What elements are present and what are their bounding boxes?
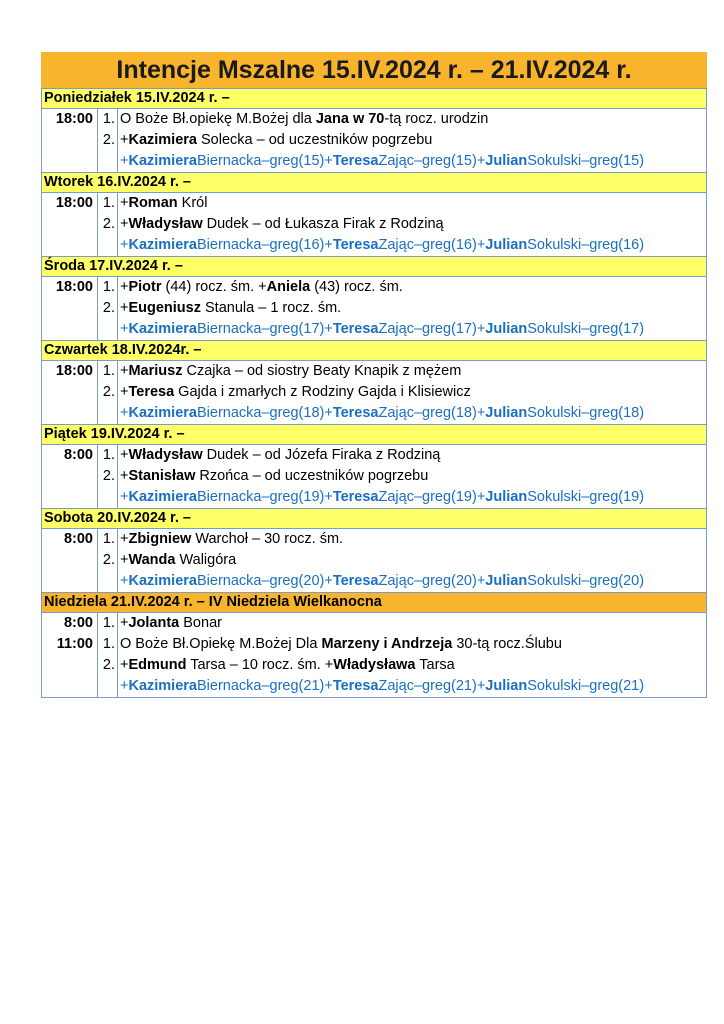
intention-text: [118, 214, 706, 235]
intention-number: 1.: [98, 193, 118, 214]
intention-number: 1.: [98, 361, 118, 382]
intentions-table: [42, 529, 706, 593]
text-fragment: Julian: [485, 489, 528, 505]
text-fragment: Zając–greg(21)+: [378, 678, 486, 694]
day-section: [41, 593, 707, 698]
intention-text: [118, 298, 706, 319]
mass-time: [42, 382, 98, 403]
text-fragment: Julian: [485, 573, 528, 589]
mass-time: [42, 130, 98, 151]
text-fragment: +: [120, 279, 129, 295]
text-fragment: +: [120, 153, 129, 169]
intention-text: [118, 277, 706, 298]
text-fragment: Zając–greg(18)+: [378, 405, 486, 421]
text-fragment: Edmund: [128, 657, 187, 673]
text-fragment: (43) rocz. śm.: [310, 279, 403, 295]
intention-number: [98, 571, 118, 592]
day-header: Wtorek 16.IV.2024 r. –: [42, 173, 706, 193]
text-fragment: +: [120, 573, 129, 589]
mass-intentions-sheet: [41, 52, 707, 698]
mass-time: 18:00: [42, 193, 98, 214]
text-fragment: Sokulski–greg(21): [527, 678, 645, 694]
text-fragment: Sokulski–greg(18): [527, 405, 645, 421]
text-fragment: +: [120, 552, 129, 568]
text-fragment: Waligóra: [175, 552, 237, 568]
text-fragment: Kazimiera: [128, 321, 197, 337]
text-fragment: Warchoł – 30 rocz. śm.: [191, 531, 344, 547]
intention-number: [98, 676, 118, 697]
intention-text: [118, 109, 706, 130]
intention-number: 2.: [98, 130, 118, 151]
text-fragment: +: [120, 195, 129, 211]
text-fragment: +: [120, 384, 129, 400]
text-fragment: Sokulski–greg(20): [527, 573, 645, 589]
day-header: Piątek 19.IV.2024 r. –: [42, 425, 706, 445]
text-fragment: 30-tą rocz.Ślubu: [452, 636, 562, 652]
text-fragment: O Boże Bł.opiekę M.Bożej dla: [120, 111, 316, 127]
intention-text: [118, 403, 706, 424]
intention-number: [98, 319, 118, 340]
text-fragment: Jolanta: [128, 615, 180, 631]
mass-time: [42, 487, 98, 508]
text-fragment: +: [120, 678, 129, 694]
intention-number: 2.: [98, 382, 118, 403]
mass-time: [42, 571, 98, 592]
text-fragment: Gajda i zmarłych z Rodziny Gajda i Klisiewicz: [174, 384, 471, 400]
intention-text: [118, 151, 706, 172]
text-fragment: Król: [177, 195, 208, 211]
intention-text: [118, 130, 706, 151]
text-fragment: Tarsa: [415, 657, 455, 673]
text-fragment: +: [120, 321, 129, 337]
text-fragment: Sokulski–greg(16): [527, 237, 645, 253]
intention-number: 2.: [98, 550, 118, 571]
text-fragment: Tarsa – 10 rocz. śm. +: [186, 657, 334, 673]
intention-text: [118, 655, 706, 676]
page-title: Intencje Mszalne 15.IV.2024 r. – 21.IV.2024 r.: [41, 52, 707, 89]
day-section: [41, 173, 707, 257]
intentions-table: [42, 445, 706, 509]
day-header: Poniedziałek 15.IV.2024 r. –: [42, 89, 706, 109]
intention-text: [118, 382, 706, 403]
mass-time: 18:00: [42, 109, 98, 130]
intention-number: [98, 151, 118, 172]
text-fragment: +: [120, 363, 129, 379]
text-fragment: Julian: [485, 237, 528, 253]
intention-number: [98, 487, 118, 508]
intention-number: 1.: [98, 613, 118, 634]
text-fragment: Teresa: [332, 153, 379, 169]
text-fragment: Stanisław: [128, 468, 196, 484]
intention-number: 2.: [98, 466, 118, 487]
text-fragment: Teresa: [332, 405, 379, 421]
text-fragment: Biernacka–greg(16)+: [196, 237, 333, 253]
text-fragment: Biernacka–greg(15)+: [196, 153, 333, 169]
intention-text: [118, 634, 706, 655]
text-fragment: Julian: [485, 678, 528, 694]
mass-time: [42, 466, 98, 487]
text-fragment: Kazimiera: [128, 573, 197, 589]
text-fragment: Zbigniew: [128, 531, 192, 547]
day-section: [41, 89, 707, 173]
text-fragment: Dudek – od Józefa Firaka z Rodziną: [202, 447, 441, 463]
text-fragment: Mariusz: [128, 363, 183, 379]
mass-time: [42, 151, 98, 172]
mass-time: [42, 214, 98, 235]
text-fragment: Zając–greg(15)+: [378, 153, 486, 169]
text-fragment: +: [120, 447, 129, 463]
text-fragment: Kazimiera: [128, 678, 197, 694]
text-fragment: +: [120, 132, 129, 148]
text-fragment: Rzońca – od uczestników pogrzebu: [195, 468, 429, 484]
text-fragment: Marzeny i Andrzeja: [321, 636, 453, 652]
intention-number: 2.: [98, 214, 118, 235]
text-fragment: Bonar: [179, 615, 222, 631]
text-fragment: Wanda: [128, 552, 176, 568]
text-fragment: +: [120, 300, 129, 316]
text-fragment: Biernacka–greg(21)+: [196, 678, 333, 694]
intention-number: [98, 235, 118, 256]
text-fragment: Kazimiera: [128, 132, 197, 148]
mass-time: [42, 319, 98, 340]
text-fragment: Czajka – od siostry Beaty Knapik z mężem: [182, 363, 462, 379]
text-fragment: Aniela: [266, 279, 311, 295]
text-fragment: Roman: [128, 195, 178, 211]
text-fragment: Sokulski–greg(19): [527, 489, 645, 505]
text-fragment: O Boże Bł.Opiekę M.Bożej Dla: [120, 636, 322, 652]
intention-text: [118, 529, 706, 550]
text-fragment: Julian: [485, 405, 528, 421]
intention-text: [118, 487, 706, 508]
text-fragment: Władysław: [128, 447, 203, 463]
text-fragment: Zając–greg(17)+: [378, 321, 486, 337]
text-fragment: +: [120, 531, 129, 547]
text-fragment: Biernacka–greg(20)+: [196, 573, 333, 589]
mass-time: [42, 298, 98, 319]
mass-time: [42, 676, 98, 697]
text-fragment: Teresa: [332, 489, 379, 505]
intention-text: [118, 613, 706, 634]
text-fragment: (44) rocz. śm. +: [161, 279, 267, 295]
day-header: Czwartek 18.IV.2024r. –: [42, 341, 706, 361]
mass-time: [42, 550, 98, 571]
intention-number: [98, 403, 118, 424]
day-header: Sobota 20.IV.2024 r. –: [42, 509, 706, 529]
intention-text: [118, 550, 706, 571]
intentions-table: [42, 277, 706, 341]
mass-time: 18:00: [42, 361, 98, 382]
mass-time: [42, 655, 98, 676]
intention-text: [118, 676, 706, 697]
text-fragment: Piotr: [128, 279, 162, 295]
intention-number: 1.: [98, 277, 118, 298]
text-fragment: Julian: [485, 321, 528, 337]
text-fragment: Solecka – od uczestników pogrzebu: [196, 132, 433, 148]
intention-text: [118, 193, 706, 214]
intention-text: [118, 445, 706, 466]
text-fragment: Teresa: [332, 678, 379, 694]
text-fragment: Biernacka–greg(18)+: [196, 405, 333, 421]
text-fragment: Kazimiera: [128, 153, 197, 169]
intention-number: 1.: [98, 529, 118, 550]
intention-number: 1.: [98, 109, 118, 130]
text-fragment: Kazimiera: [128, 237, 197, 253]
text-fragment: Stanula – 1 rocz. śm.: [200, 300, 342, 316]
mass-time: 11:00: [42, 634, 98, 655]
text-fragment: Eugeniusz: [128, 300, 201, 316]
mass-time: 18:00: [42, 277, 98, 298]
text-fragment: Kazimiera: [128, 405, 197, 421]
day-header: Środa 17.IV.2024 r. –: [42, 257, 706, 277]
text-fragment: Zając–greg(20)+: [378, 573, 486, 589]
intention-text: [118, 571, 706, 592]
mass-time: [42, 235, 98, 256]
text-fragment: Sokulski–greg(15): [527, 153, 645, 169]
text-fragment: Kazimiera: [128, 489, 197, 505]
text-fragment: Biernacka–greg(17)+: [196, 321, 333, 337]
intention-number: 2.: [98, 655, 118, 676]
intentions-table: [42, 193, 706, 257]
day-section: [41, 341, 707, 425]
text-fragment: Zając–greg(19)+: [378, 489, 486, 505]
text-fragment: Władysław: [128, 216, 203, 232]
intention-text: [118, 235, 706, 256]
text-fragment: +: [120, 237, 129, 253]
intention-text: [118, 466, 706, 487]
text-fragment: +: [120, 657, 129, 673]
text-fragment: Biernacka–greg(19)+: [196, 489, 333, 505]
intention-number: 1.: [98, 634, 118, 655]
text-fragment: Teresa: [128, 384, 175, 400]
text-fragment: Teresa: [332, 321, 379, 337]
intention-text: [118, 361, 706, 382]
text-fragment: Jana w 70: [315, 111, 385, 127]
text-fragment: Dudek – od Łukasza Firak z Rodziną: [202, 216, 444, 232]
day-section: [41, 509, 707, 593]
intentions-table: [42, 109, 706, 173]
text-fragment: Julian: [485, 153, 528, 169]
day-section: [41, 257, 707, 341]
text-fragment: -tą rocz. urodzin: [384, 111, 489, 127]
intentions-table: [42, 361, 706, 425]
mass-time: [42, 403, 98, 424]
text-fragment: Teresa: [332, 237, 379, 253]
day-header: Niedziela 21.IV.2024 r. – IV Niedziela Wielkanocna: [42, 593, 706, 613]
text-fragment: Władysława: [333, 657, 416, 673]
mass-time: 8:00: [42, 445, 98, 466]
text-fragment: +: [120, 405, 129, 421]
intentions-table: [42, 613, 706, 698]
text-fragment: +: [120, 216, 129, 232]
text-fragment: +: [120, 468, 129, 484]
days-list: [41, 89, 707, 698]
intention-number: 1.: [98, 445, 118, 466]
day-section: [41, 425, 707, 509]
text-fragment: Zając–greg(16)+: [378, 237, 486, 253]
intention-number: 2.: [98, 298, 118, 319]
text-fragment: +: [120, 615, 129, 631]
intention-text: [118, 319, 706, 340]
text-fragment: +: [120, 489, 129, 505]
mass-time: 8:00: [42, 613, 98, 634]
mass-time: 8:00: [42, 529, 98, 550]
text-fragment: Teresa: [332, 573, 379, 589]
text-fragment: Sokulski–greg(17): [527, 321, 645, 337]
